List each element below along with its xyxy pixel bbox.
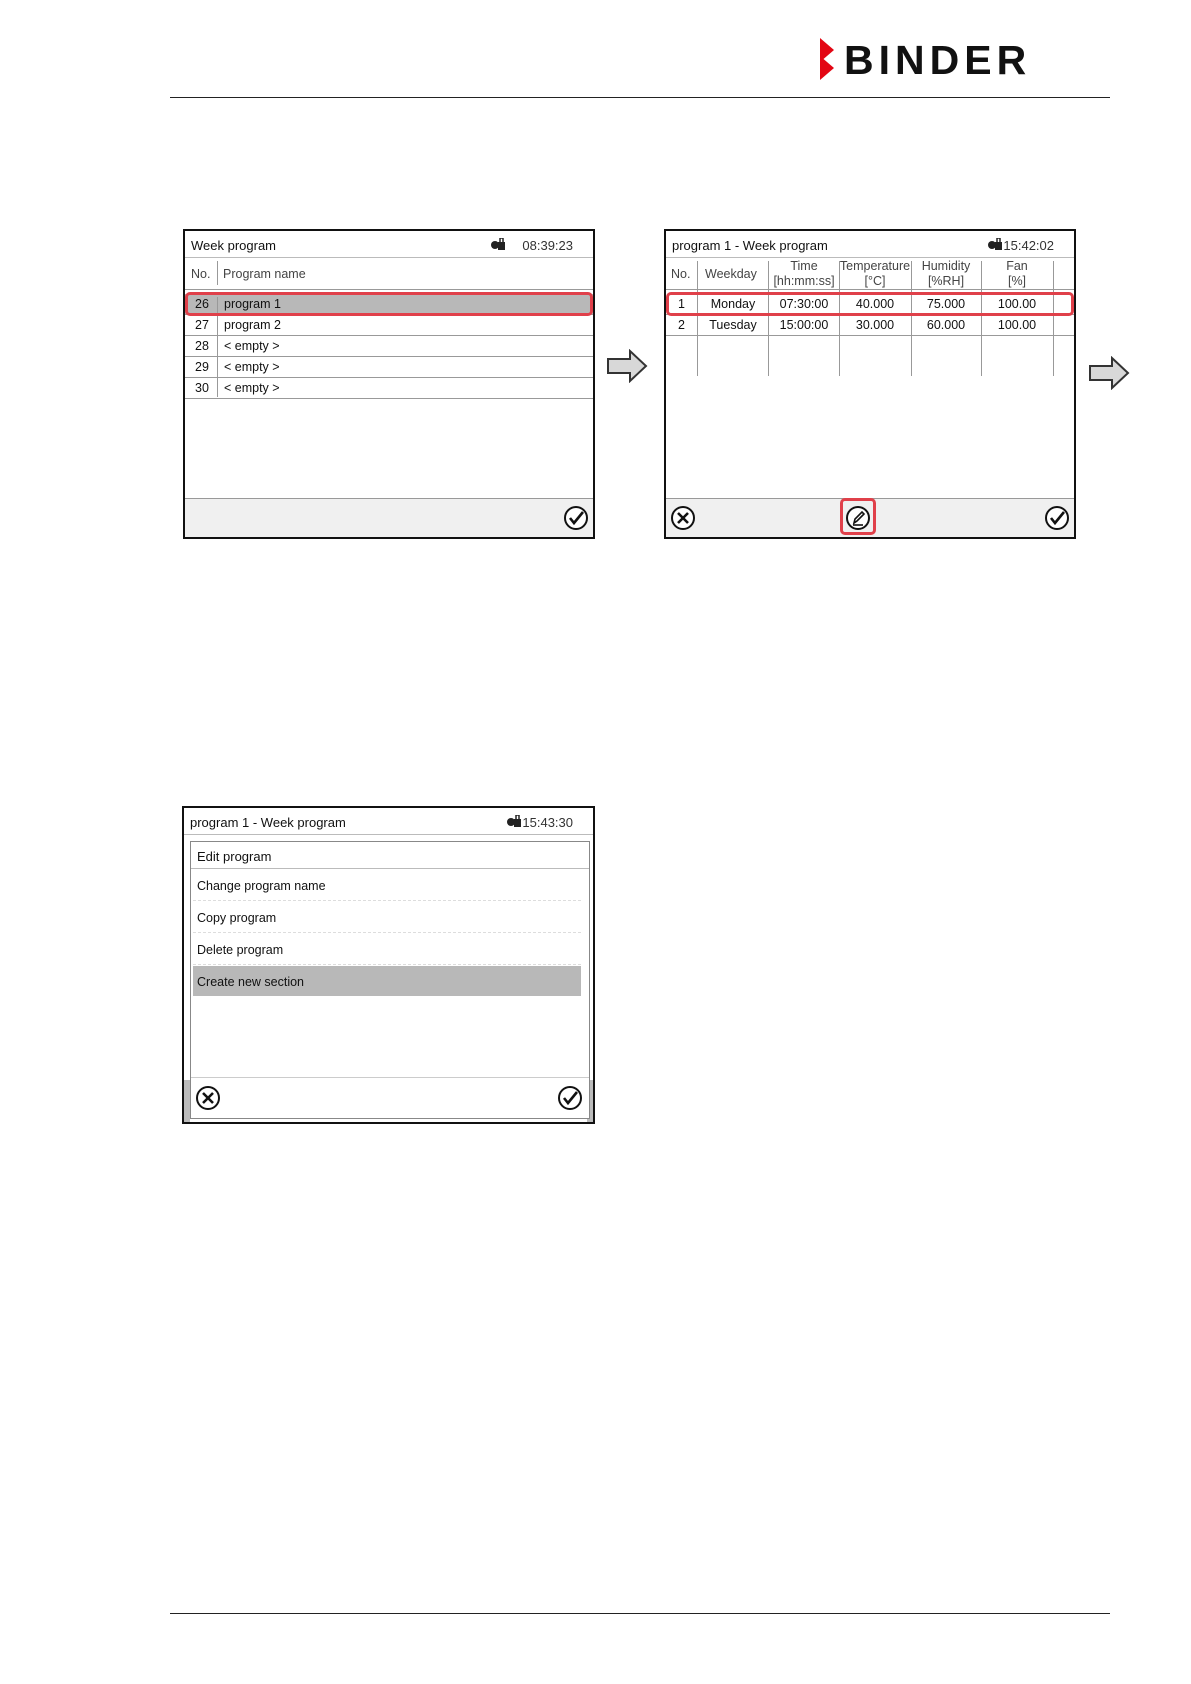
table-row[interactable] [185,357,593,378]
binder-logo [820,38,1110,80]
edit-program-screen [182,806,595,1124]
row-fan: 100.00 [997,318,1037,332]
row-weekday: Tuesday [709,318,757,332]
col-temperature-unit: [°C] [864,274,886,288]
column-divider [1053,261,1054,376]
lock-icon [491,238,505,250]
col-time: Time [790,259,818,273]
table-header [666,257,1074,290]
row-no: 28 [195,339,209,353]
clock: 15:43:30 [522,815,573,830]
col-fan: Fan [1006,259,1028,273]
col-weekday: Weekday [705,267,757,281]
column-divider [697,261,698,376]
row-humidity: 60.000 [926,318,966,332]
row-temperature: 40.000 [855,297,895,311]
edit-button-highlight [840,498,876,535]
table-header [185,257,593,290]
col-program-name: Program name [223,267,306,281]
footer-rule [170,1613,1110,1614]
table-row[interactable] [185,315,593,336]
row-no: 30 [195,381,209,395]
row-weekday: Monday [710,297,756,311]
row-humidity: 75.000 [926,297,966,311]
next-arrow-icon [606,349,648,383]
row-name: < empty > [224,381,280,395]
clock: 08:39:23 [522,238,573,253]
row-no: 29 [195,360,209,374]
row-time: 15:00:00 [779,318,829,332]
clock: 15:42:02 [1003,238,1054,253]
column-divider [911,261,912,376]
row-fan: 100.00 [997,297,1037,311]
screen-title: Week program [191,238,277,253]
row-temperature: 30.000 [855,318,895,332]
column-divider [839,261,840,376]
dialog-header [191,842,589,869]
cancel-x-icon[interactable] [670,505,696,531]
row-no: 1 [678,297,685,311]
title-bar [184,808,593,835]
lock-icon [988,238,1002,250]
week-program-list-screen [183,229,595,539]
footer-bar [185,498,593,537]
table-row[interactable] [185,336,593,357]
dialog-footer [191,1077,589,1118]
row-name: < empty > [224,339,280,353]
cancel-x-icon[interactable] [195,1085,221,1111]
menu-item-delete-program[interactable]: Delete program [193,934,581,965]
screen-title: program 1 - Week program [190,815,346,830]
table-row[interactable] [185,378,593,399]
lock-icon [507,815,521,827]
screen-title: program 1 - Week program [672,238,828,253]
col-no: No. [191,267,211,281]
confirm-check-icon[interactable] [1044,505,1070,531]
col-no: No. [671,267,691,281]
row-no: 2 [678,318,685,332]
menu-item-create-new-section[interactable]: Create new section [193,966,581,996]
title-bar [666,231,1074,258]
col-temperature: Temperature [839,259,911,273]
column-divider [768,261,769,376]
confirm-check-icon[interactable] [557,1085,583,1111]
header-rule [170,97,1110,98]
row-name: < empty > [224,360,280,374]
row-time: 07:30:00 [779,297,829,311]
col-humidity-unit: [%RH] [927,274,965,288]
selection-highlight [666,292,1074,316]
logo-text: BINDER [844,38,1032,80]
col-time-unit: [hh:mm:ss] [773,274,835,288]
confirm-check-icon[interactable] [563,505,589,531]
row-name: program 1 [224,297,281,311]
col-humidity: Humidity [921,259,971,273]
row-name: program 2 [224,318,281,332]
menu-item-change-program-name[interactable]: Change program name [193,870,581,901]
divider [217,261,218,285]
row-no: 26 [195,297,209,311]
row-no: 27 [195,318,209,332]
selection-highlight [185,292,593,316]
next-arrow-icon [1088,356,1130,390]
col-fan-unit: [%] [1007,274,1027,288]
dialog-title: Edit program [197,849,272,864]
edit-program-dialog [190,841,590,1119]
menu-item-copy-program[interactable]: Copy program [193,902,581,933]
title-bar [185,231,593,258]
column-divider [981,261,982,376]
program-sections-screen [664,229,1076,539]
table-row[interactable] [666,315,1074,336]
